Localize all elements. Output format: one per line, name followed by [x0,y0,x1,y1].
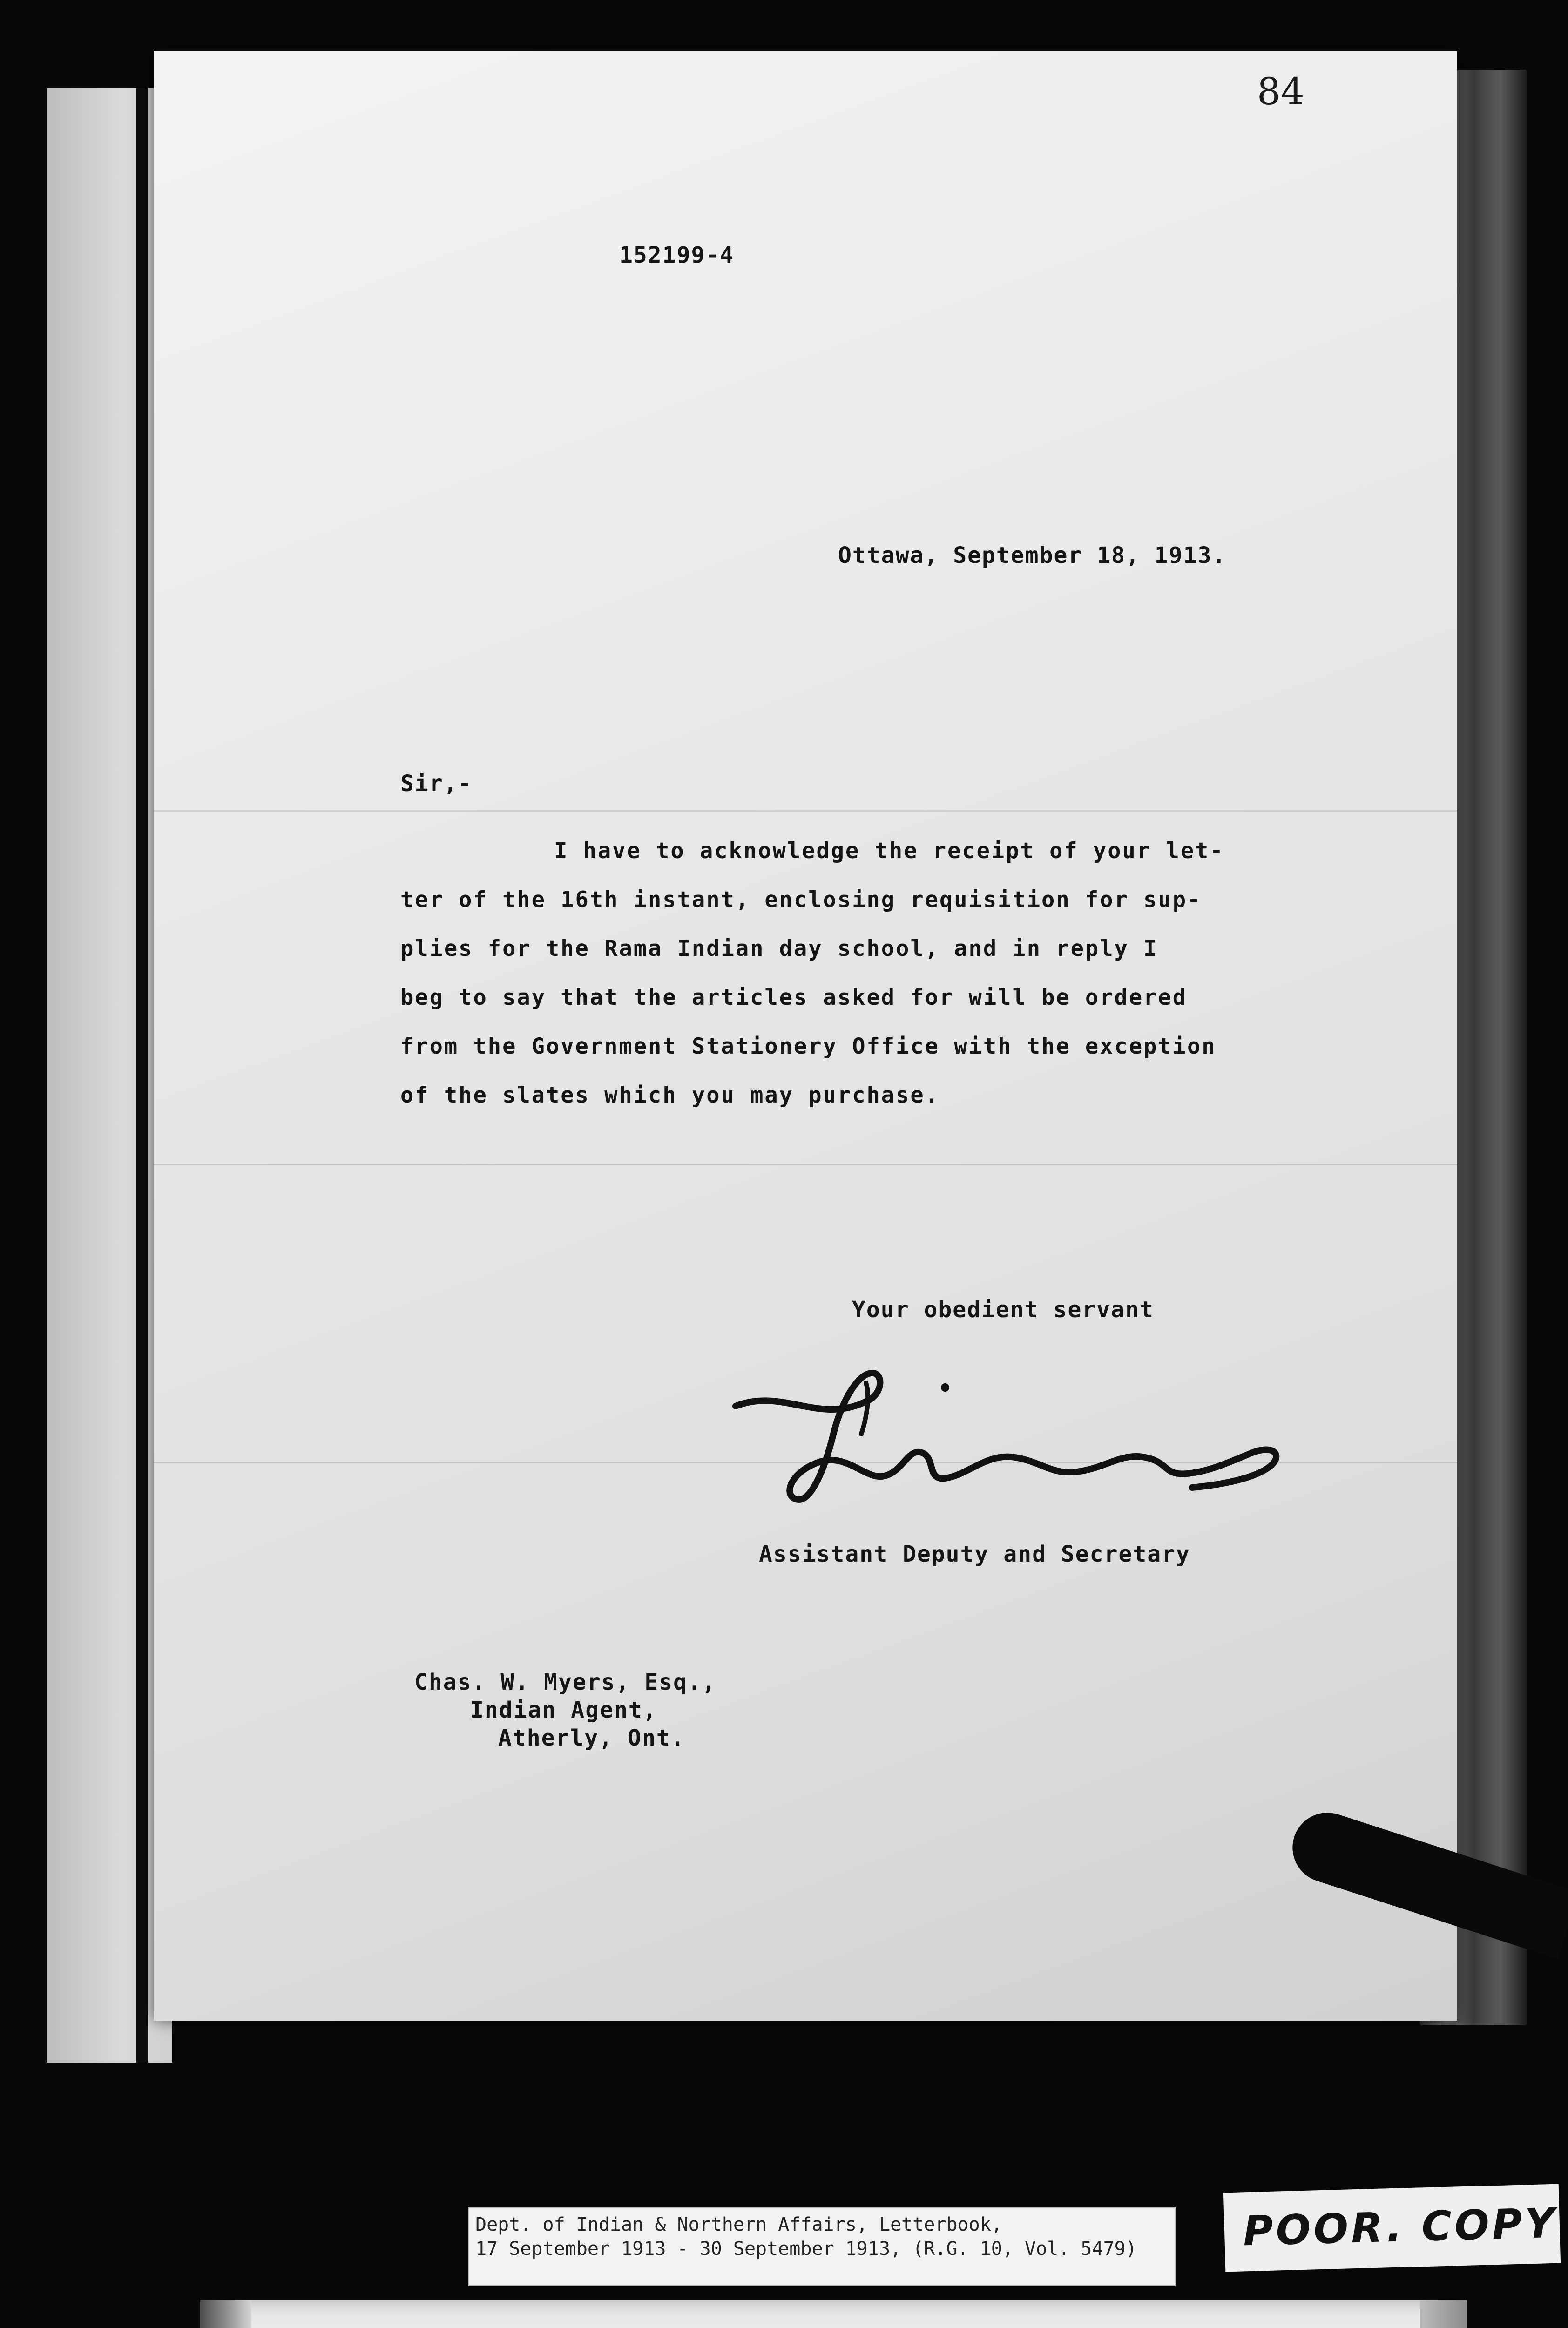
addressee-title: Indian Agent, [470,1697,657,1723]
letter-body-line: plies for the Rama Indian day school, and in reply I [400,936,1158,961]
archives-card [200,2300,1467,2328]
letter-body-line: beg to say that the articles asked for will be ordered [400,985,1188,1010]
book-binding [136,88,148,2063]
source-citation-slip [468,2207,1176,2286]
card-right-edge [1420,2300,1467,2328]
addressee-place: Atherly, Ont. [498,1725,685,1751]
file-number: 152199-4 [619,242,735,268]
letter-body-line: of the slates which you may purchase. [400,1083,939,1108]
dateline: Ottawa, September 18, 1913. [838,542,1227,568]
closing: Your obedient servant [852,1297,1154,1323]
page-number: 84 [1257,70,1304,113]
letter-body-line: from the Government Stationery Office with the exception [400,1034,1217,1059]
letter-body-line: I have to acknowledge the receipt of your let- [554,838,1224,864]
signer-title: Assistant Deputy and Secretary [759,1541,1190,1567]
addressee-name: Chas. W. Myers, Esq., [414,1669,716,1695]
salutation: Sir,- [400,771,473,797]
handwritten-signature [726,1369,1299,1527]
poor-copy-text: POOR. COPY [1242,2199,1558,2255]
source-line-2: 17 September 1913 - 30 September 1913, (R.G. 10, Vol. 5479) [475,2238,1137,2260]
card-left-edge [200,2300,251,2328]
poor-copy-note [1223,2184,1561,2272]
faint-ruled-line [154,1164,1457,1165]
source-line-1: Dept. of Indian & Northern Affairs, Letterbook, [475,2214,1002,2235]
faint-ruled-line [154,810,1457,812]
letter-body-line: ter of the 16th instant, enclosing requisition for sup- [400,887,1202,913]
